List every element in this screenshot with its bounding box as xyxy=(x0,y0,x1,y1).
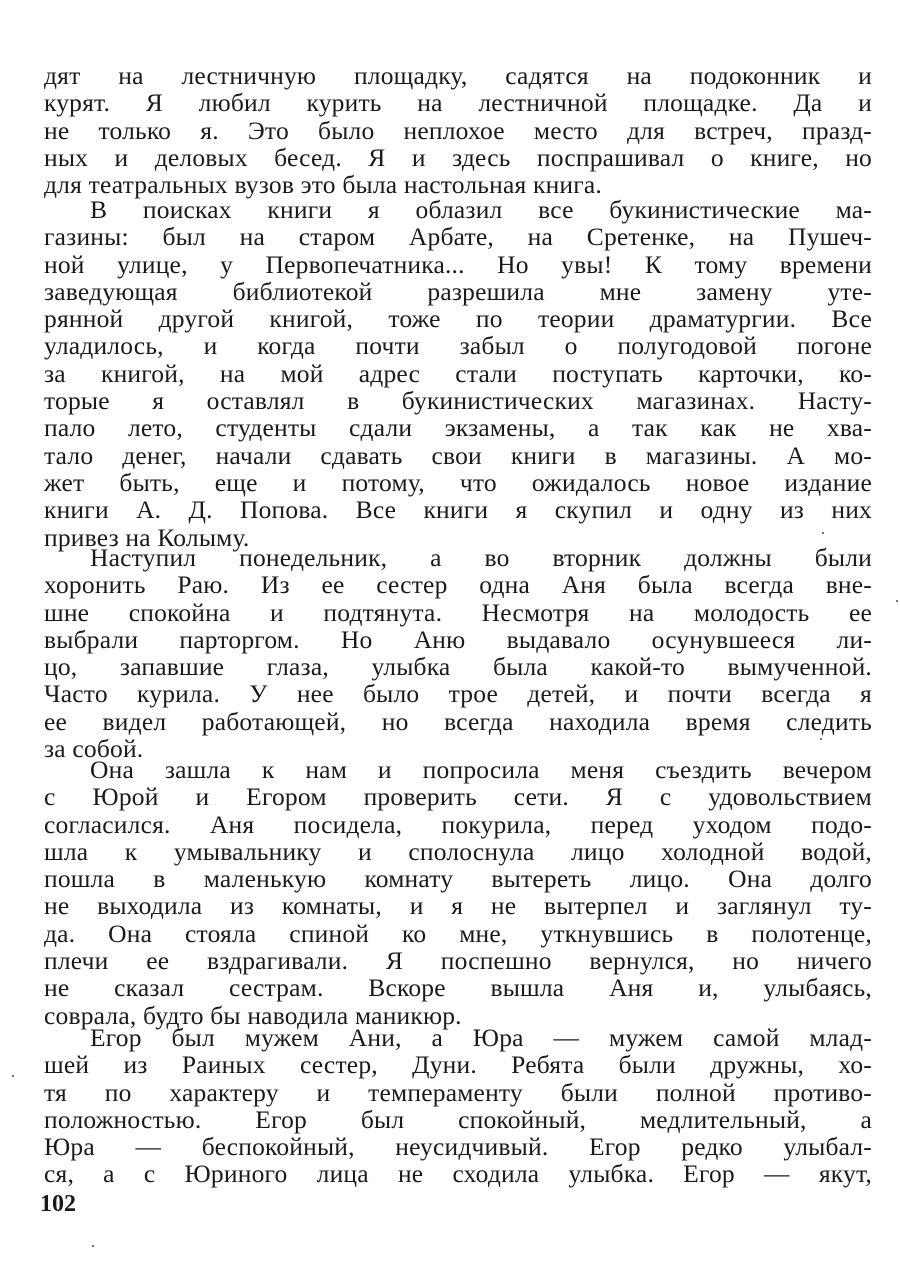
paragraph-3 xyxy=(44,544,872,762)
page-number: 102 xyxy=(40,1191,76,1217)
paragraph-4 xyxy=(44,756,872,1029)
text-line: Юра — беспокойный, неусидчивый. Егор редко улыбал- xyxy=(44,1132,872,1162)
scan-speck xyxy=(820,738,822,740)
text-line: Часто курила. У нее было трое детей, и почти всегда я xyxy=(44,679,872,709)
paragraph-5 xyxy=(44,1024,872,1188)
text-line: рянной другой книгой, тоже по теории драматургии. Все xyxy=(44,304,872,334)
text-line: тя по характеру и темпераменту были полной противо- xyxy=(44,1077,872,1107)
text-line: привез на Колыму. xyxy=(44,522,250,552)
text-line: положностью. Егор был спокойный, медлительный, а xyxy=(44,1104,872,1134)
scan-speck xyxy=(92,1245,94,1247)
text-line: Она зашла к нам и попросила меня съездить вечером xyxy=(90,755,872,784)
text-line: с Юрой и Егором проверить сети. Я с удовольствием xyxy=(44,782,872,812)
text-line: Егор был мужем Ани, а Юра — мужем самой млад- xyxy=(90,1023,872,1052)
text-line: шне спокойна и подтянута. Несмотря на молодость ее xyxy=(44,597,872,627)
text-line: жет быть, еще и потому, что ожидалось новое издание xyxy=(44,467,872,497)
text-line: ее видел работающей, но всегда находила время следить xyxy=(44,706,872,736)
text-line: цо, запавшие глаза, улыбка была какой-то вымученной. xyxy=(44,652,872,682)
scan-speck xyxy=(822,532,824,534)
text-line: пало лето, студенты сдали экзамены, а так как не хва- xyxy=(44,413,872,443)
text-line: шла к умывальнику и сполоснула лицо холодной водой, xyxy=(44,836,872,866)
text-line: согласился. Аня посидела, покурила, перед уходом подо- xyxy=(44,809,872,839)
text-line: за собой. xyxy=(44,734,144,764)
text-line: заведующая библиотекой разрешила мне замену уте- xyxy=(44,276,872,306)
text-line: хоронить Раю. Из ее сестер одна Аня была всегда вне- xyxy=(44,570,872,600)
text-line: пошла в маленькую комнату вытереть лицо. Она долго xyxy=(44,864,872,894)
text-line: не сказал сестрам. Вскоре вышла Аня и, улыбаясь, xyxy=(44,973,872,1003)
text-line: не выходила из комнаты, и я не вытерпел и заглянул ту- xyxy=(44,891,872,921)
text-line: соврала, будто бы наводила маникюр. xyxy=(44,1000,462,1030)
text-line: шей из Раиных сестер, Дуни. Ребята были дружны, хо- xyxy=(44,1050,872,1080)
text-line: ных и деловых бесед. Я и здесь поспрашивал о книге, но xyxy=(44,142,872,172)
text-line: книги А. Д. Попова. Все книги я скупил и одну из них xyxy=(44,495,872,525)
paragraph-2 xyxy=(44,196,872,551)
text-line: дят на лестничную площадку, садятся на подоконник и xyxy=(44,61,872,90)
paragraph-1 xyxy=(44,62,872,198)
text-line: да. Она стояла спиной ко мне, уткнувшись в полотенце, xyxy=(44,918,872,948)
scan-speck xyxy=(12,1075,14,1077)
text-line: для театральных вузов это была настольная книга. xyxy=(44,170,603,200)
text-line: не только я. Это было неплохое место для встреч, празд- xyxy=(44,115,872,145)
text-line: ной улице, у Первопечатника... Но увы! К тому времени xyxy=(44,249,872,279)
text-line: газины: был на старом Арбате, на Сретенке, на Пушеч- xyxy=(44,222,872,252)
text-line: выбрали парторгом. Но Аню выдавало осунувшееся ли- xyxy=(44,624,872,654)
text-line: тало денег, начали сдавать свои книги в магазины. А мо- xyxy=(44,440,872,470)
text-line: за книгой, на мой адрес стали поступать карточки, ко- xyxy=(44,358,872,388)
text-line: курят. Я любил курить на лестничной площадке. Да и xyxy=(44,88,872,118)
text-line: уладилось, и когда почти забыл о полугодовой погоне xyxy=(44,331,872,361)
text-line: плечи ее вздрагивали. Я поспешно вернулся, но ничего xyxy=(44,946,872,976)
text-line: Наступил понедельник, а во вторник должны были xyxy=(90,543,872,572)
text-line: В поисках книги я облазил все букинистические ма- xyxy=(90,195,872,224)
scan-speck xyxy=(896,600,898,602)
text-line: торые я оставлял в букинистических магазинах. Насту- xyxy=(44,386,872,416)
text-line: ся, а с Юриного лица не сходила улыбка. Егор — якут, xyxy=(44,1159,872,1189)
